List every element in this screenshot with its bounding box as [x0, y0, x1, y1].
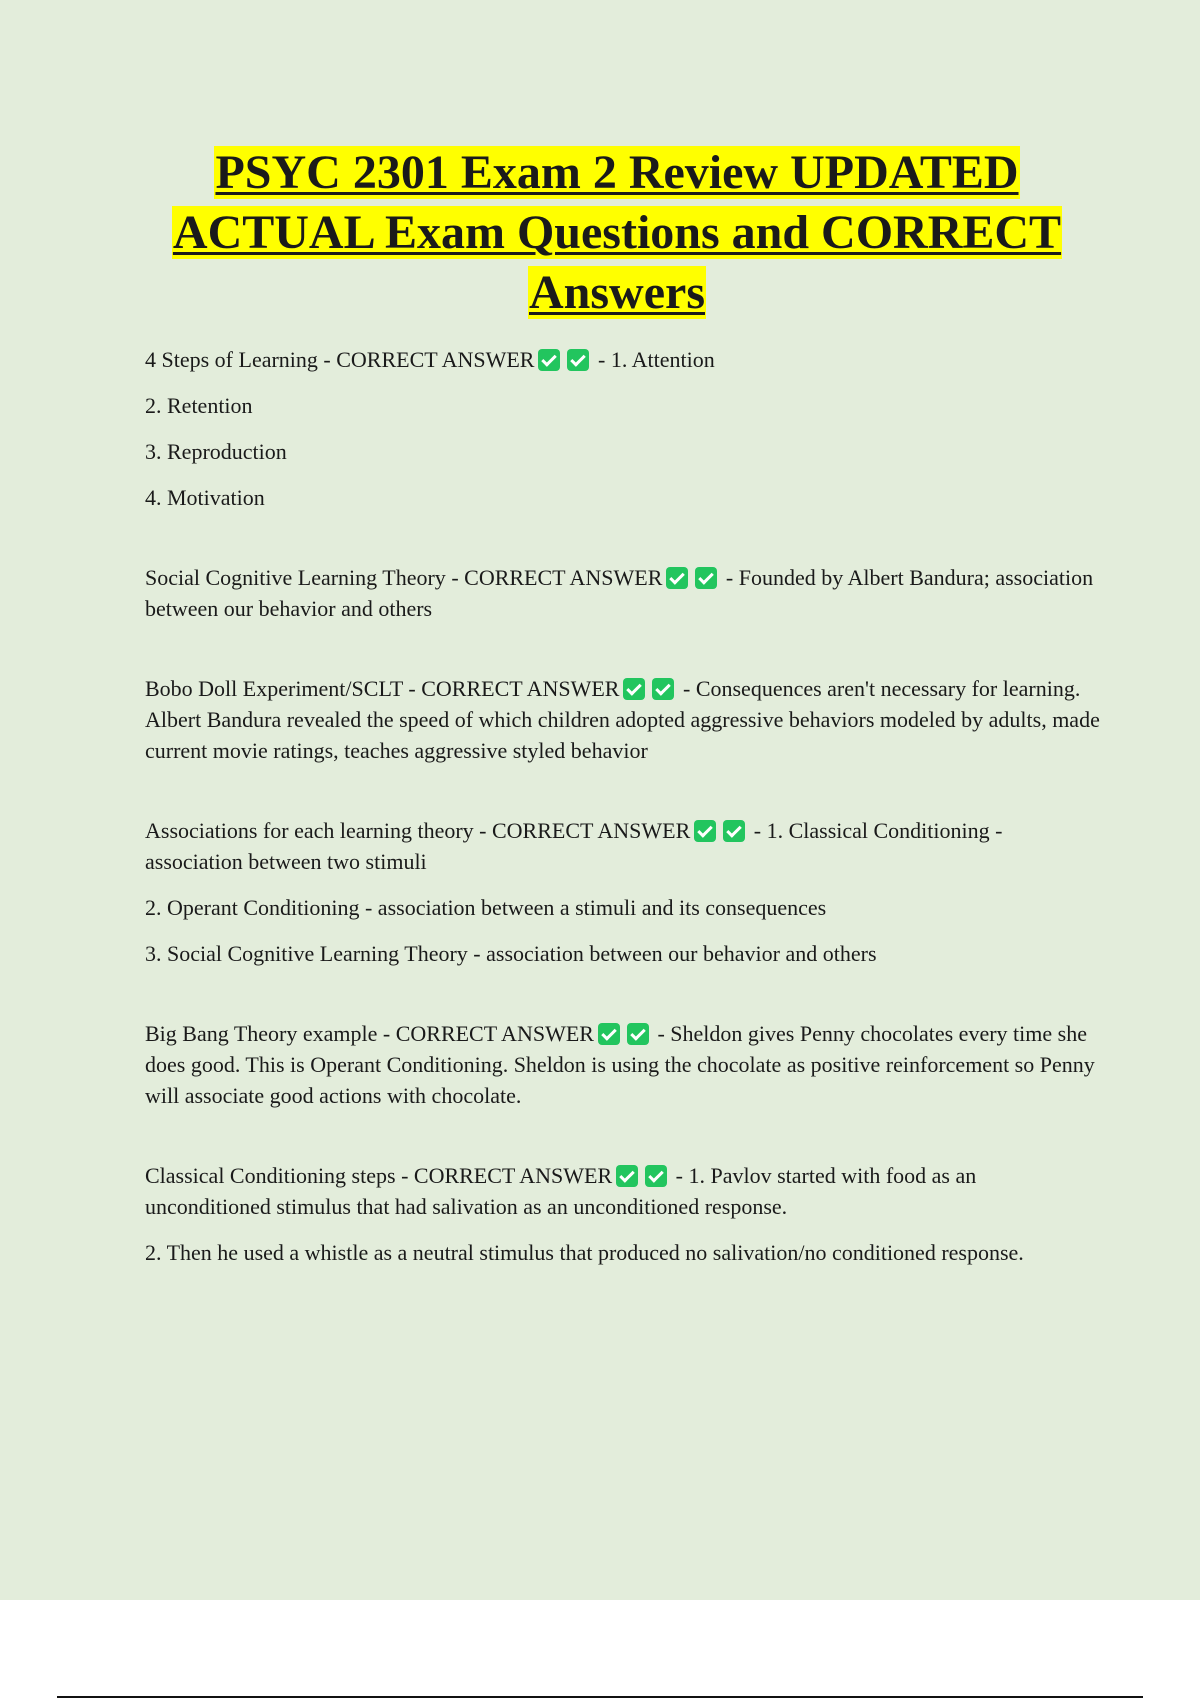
answer-marker: CORRECT ANSWER	[464, 565, 663, 590]
check-box-icon	[645, 1165, 667, 1187]
qa-list	[145, 344, 1100, 1283]
qa-answer: 1. Attention	[610, 347, 715, 372]
qa-answer-line: 3. Reproduction	[145, 439, 287, 464]
qa-answer-line: 2. Operant Conditioning - association between a stimuli and its consequences	[145, 895, 827, 920]
answer-marker: CORRECT ANSWER	[421, 676, 620, 701]
answer-marker: CORRECT ANSWER	[395, 1021, 594, 1046]
qa-term: Associations for each learning theory	[145, 818, 474, 843]
qa-answer-line: 2. Then he used a whistle as a neutral stimulus that produced no salivation/no conditioned response.	[145, 1240, 1024, 1265]
check-box-icon	[616, 1165, 638, 1187]
qa-question-line: Associations for each learning theory - CORRECT ANSWER - 1. Classical Conditioning - association between two stimuli	[145, 818, 1003, 874]
qa-item	[145, 562, 1100, 624]
title-highlight: PSYC 2301 Exam 2 Review UPDATED ACTUAL Exam Questions and CORRECT Answers	[172, 146, 1062, 319]
qa-term: 4 Steps of Learning	[145, 347, 318, 372]
check-box-icon	[652, 678, 674, 700]
check-box-icon	[567, 349, 589, 371]
answer-marker: CORRECT ANSWER	[336, 347, 535, 372]
qa-item	[145, 344, 1100, 513]
qa-answer: 1. Classical Conditioning - association between two stimuli	[145, 818, 1003, 874]
check-box-icon	[723, 820, 745, 842]
qa-question-line: Social Cognitive Learning Theory - CORRECT ANSWER - Founded by Albert Bandura; association between our behavior and others	[145, 565, 1094, 621]
qa-item	[145, 1160, 1100, 1268]
qa-term: Classical Conditioning steps	[145, 1163, 396, 1188]
document-title	[130, 143, 1104, 323]
check-box-icon	[666, 567, 688, 589]
check-box-icon	[623, 678, 645, 700]
qa-question-line: Classical Conditioning steps - CORRECT ANSWER - 1. Pavlov started with food as an unconditioned stimulus that had salivation as an unconditioned response.	[145, 1163, 977, 1219]
check-box-icon	[627, 1023, 649, 1045]
qa-item	[145, 1018, 1100, 1111]
qa-question-line: Bobo Doll Experiment/SCLT - CORRECT ANSWER - Consequences aren't necessary for learning. Albert Bandura revealed the speed of which children adopted aggressive behaviors modeled by adults, made current movie ratings, teaches aggressive styled behavior	[145, 676, 1100, 763]
qa-answer: 1. Pavlov started with food as an unconditioned stimulus that had salivation as an unconditioned response.	[145, 1163, 977, 1219]
qa-answer: Consequences aren't necessary for learning. Albert Bandura revealed the speed of which children adopted aggressive behaviors modeled by adults, made current movie ratings, teaches aggressive styled behavior	[145, 676, 1100, 763]
answer-marker: CORRECT ANSWER	[492, 818, 691, 843]
check-box-icon	[538, 349, 560, 371]
qa-answer: Sheldon gives Penny chocolates every time she does good. This is Operant Conditioning. Sheldon is using the chocolate as positive reinforcement so Penny will associate good actions with chocolate.	[145, 1021, 1095, 1108]
qa-item	[145, 673, 1100, 766]
footer-divider	[57, 1696, 1143, 1698]
qa-term: Big Bang Theory example	[145, 1021, 378, 1046]
check-box-icon	[694, 820, 716, 842]
qa-answer: Founded by Albert Bandura; association between our behavior and others	[145, 565, 1094, 621]
qa-question-line: 4 Steps of Learning - CORRECT ANSWER - 1. Attention	[145, 347, 715, 372]
check-box-icon	[695, 567, 717, 589]
check-box-icon	[598, 1023, 620, 1045]
qa-term: Bobo Doll Experiment/SCLT	[145, 676, 403, 701]
qa-question-line: Big Bang Theory example - CORRECT ANSWER - Sheldon gives Penny chocolates every time she does good. This is Operant Conditioning. Sheldon is using the chocolate as positive reinforcement so Penny will associate good actions with chocolate.	[145, 1021, 1095, 1108]
answer-marker: CORRECT ANSWER	[413, 1163, 613, 1188]
qa-answer-line: 4. Motivation	[145, 485, 265, 510]
qa-answer-line: 2. Retention	[145, 393, 253, 418]
qa-item	[145, 815, 1100, 969]
qa-answer-line: 3. Social Cognitive Learning Theory - association between our behavior and others	[145, 941, 877, 966]
qa-term: Social Cognitive Learning Theory	[145, 565, 446, 590]
